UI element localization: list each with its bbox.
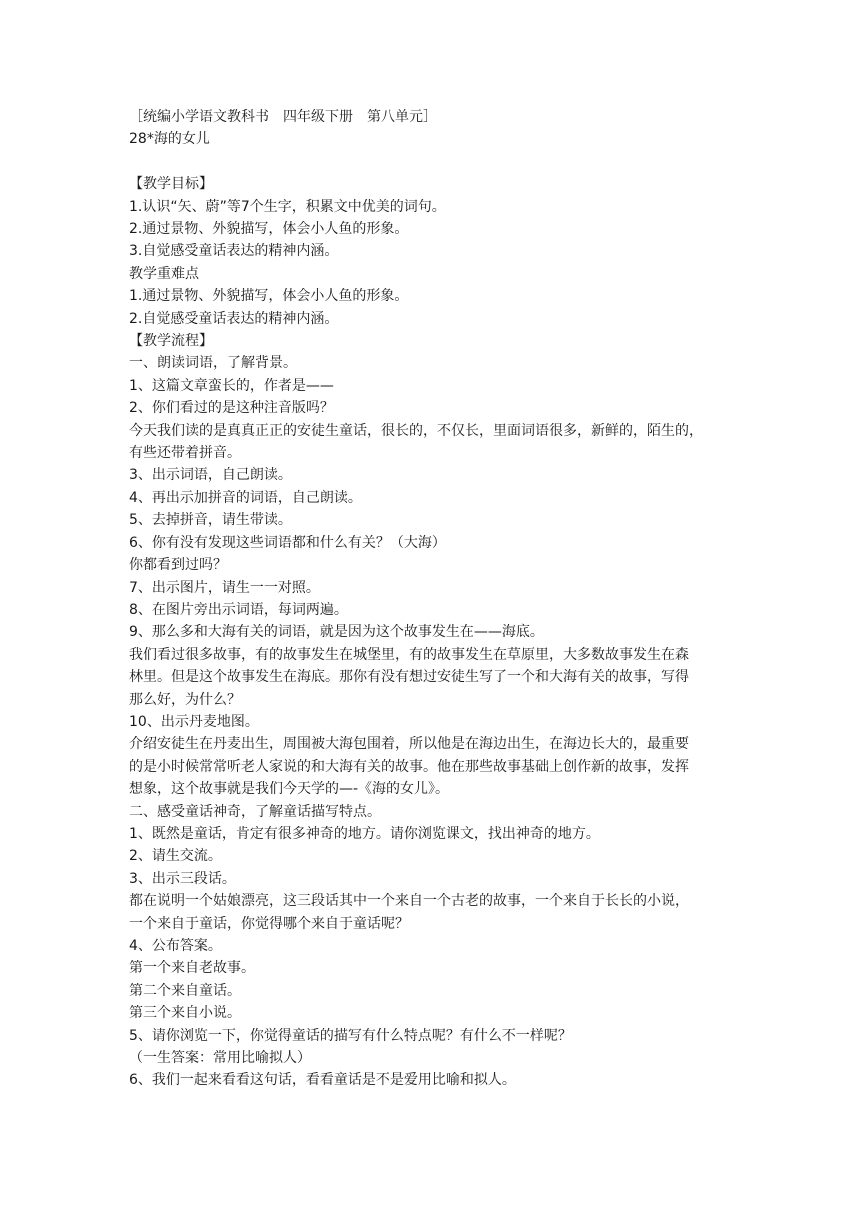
text-line: 9、那么多和大海有关的词语，就是因为这个故事发生在——海底。 <box>129 624 544 641</box>
text-line: 【教学目标】 <box>129 176 213 193</box>
lesson-text <box>129 151 739 1092</box>
text-line: 1、这篇文章蛮长的，作者是—— <box>129 377 334 394</box>
lesson-title: 28*海的女儿 <box>129 131 210 148</box>
text-line: 第二个来自童话。 <box>129 982 241 999</box>
text-line: 教学重难点 <box>129 265 199 282</box>
text-line: 你都看到过吗？ <box>129 557 227 574</box>
text-line: 2、你们看过的是这种注音版吗？ <box>129 400 334 417</box>
text-line: 1.通过景物、外貌描写，体会小人鱼的形象。 <box>129 288 409 305</box>
text-line: 8、在图片旁出示词语，每词两遍。 <box>129 601 348 618</box>
text-line: 3、出示词语，自己朗读。 <box>129 467 292 484</box>
text-line: 介绍安徒生在丹麦出生，周围被大海包围着，所以他是在海边出生，在海边长大的，最重要 <box>129 736 689 753</box>
text-line: 7、出示图片，请生一一对照。 <box>129 579 320 596</box>
text-line: 4、公布答案。 <box>129 938 222 955</box>
text-line: 3.自觉感受童话表达的精神内涵。 <box>129 243 339 260</box>
text-line: 林里。但是这个故事发生在海底。那你有没有想过安徒生写了一个和大海有关的故事，写得 <box>129 669 689 686</box>
text-line: 第三个来自小说。 <box>129 1005 241 1022</box>
text-line: 5、请你浏览一下，你觉得童话的描写有什么特点呢？有什么不一样呢？ <box>129 1027 572 1044</box>
text-line: 1、既然是童话，肯定有很多神奇的地方。请你浏览课文，找出神奇的地方。 <box>129 825 600 842</box>
text-line <box>129 151 739 173</box>
text-line: 都在说明一个姑娘漂亮，这三段话其中一个来自一个古老的故事，一个来自于长长的小说， <box>129 893 689 910</box>
text-line: 3、出示三段话。 <box>129 870 236 887</box>
text-line: 2.通过景物、外貌描写，体会小人鱼的形象。 <box>129 221 409 238</box>
text-line: 今天我们读的是真真正正的安徒生童话，很长的，不仅长，里面词语很多，新鲜的，陌生的， <box>129 422 703 439</box>
text-line: 那么好，为什么？ <box>129 691 241 708</box>
text-line: 6、我们一起来看看这句话，看看童话是不是爱用比喻和拟人。 <box>129 1072 516 1089</box>
text-line: 想象，这个故事就是我们今天学的—-《海的女儿》。 <box>129 781 450 798</box>
text-line: 第一个来自老故事。 <box>129 960 255 977</box>
text-line: （一生答案：常用比喻拟人） <box>129 1050 311 1067</box>
text-line: 有些还带着拼音。 <box>129 445 241 462</box>
text-line: 2、请生交流。 <box>129 848 222 865</box>
text-line: 我们看过很多故事，有的故事发生在城堡里，有的故事发生在草原里，大多数故事发生在森 <box>129 646 689 663</box>
text-line: 6、你有没有发现这些词语都和什么有关？（大海） <box>129 534 446 551</box>
text-line: 10、出示丹麦地图。 <box>129 713 259 730</box>
text-line: 5、去掉拼音，请生带读。 <box>129 512 292 529</box>
text-line: 的是小时候常常听老人家说的和大海有关的故事。他在那些故事基础上创作新的故事，发挥 <box>129 758 689 775</box>
text-line: 【教学流程】 <box>129 333 213 350</box>
text-line: 2.自觉感受童话表达的精神内涵。 <box>129 310 339 327</box>
text-line: 4、再出示加拼音的词语，自己朗读。 <box>129 489 362 506</box>
text-line: 一个来自于童话，你觉得哪个来自于童话呢？ <box>129 915 409 932</box>
text-line: 一、朗读词语，了解背景。 <box>129 355 297 372</box>
document-body <box>129 106 739 1092</box>
text-line: 二、感受童话神奇，了解童话描写特点。 <box>129 803 381 820</box>
document-header: ［统编小学语文教科书 四年级下册 第八单元］ <box>129 109 437 125</box>
text-line: 1.认识“矢、蔚”等7个生字，积累文中优美的词句。 <box>129 198 446 215</box>
